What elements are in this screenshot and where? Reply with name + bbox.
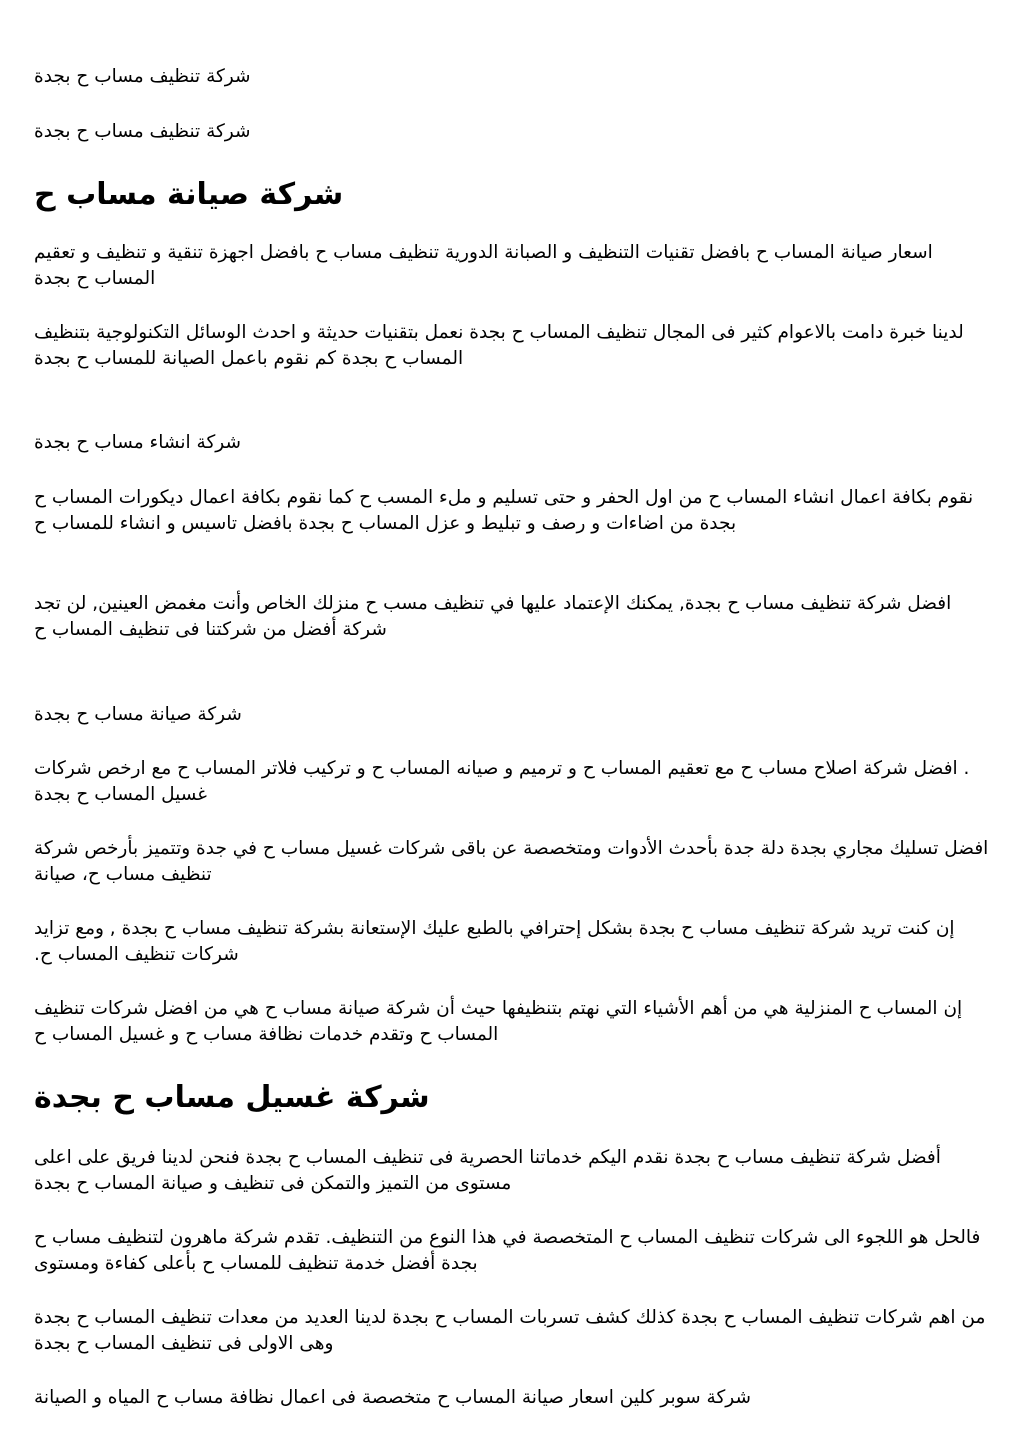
paragraph: إن المساب ح المنزلية هي من أهم الأشياء التي نهتم بتنظيفها حيث أن شركة صيانة مساب ح هي من افضل شركات تنظيف المساب ح وتقدم خدمات نظافة مساب ح و غسيل المساب ح: [34, 998, 963, 1045]
paragraph: افضل شركة تنظيف مساب ح بجدة, يمكنك الإعتماد عليها في تنظيف مسب ح منزلك الخاص وأنت مغمض العينين, لن تجد شركة أفضل من شركتنا فى تنظيف المساب ح: [34, 593, 952, 640]
paragraph: شركة سوبر كلين اسعار صيانة المساب ح متخصصة فى اعمال نظافة مساب ح المياه و الصيانة: [34, 1387, 751, 1408]
paragraph: شركة صيانة مساب ح بجدة: [34, 704, 242, 725]
section-heading: شركة غسيل مساب ح بجدة: [34, 1080, 430, 1115]
paragraph: نقوم بكافة اعمال انشاء المساب ح من اول الحفر و حتى تسليم و ملء المسب ح كما نقوم بكافة اعمال ديكورات المساب ح بجدة من اضاءات و رصف و تبليط و عزل المساب ح بجدة بافضل تاسيس و انشاء للمساب ح: [34, 487, 974, 534]
paragraph: شركة تنظيف مساب ح بجدة: [34, 121, 251, 142]
paragraph: . افضل شركة اصلاح مساب ح مع تعقيم المساب ح و ترميم و صيانه المساب ح و تركيب فلاتر المساب ح مع ارخص شركات غسيل المساب ح بجدة: [34, 758, 970, 805]
paragraph: شركة انشاء مساب ح بجدة: [34, 432, 241, 453]
paragraph: لدينا خبرة دامت بالاعوام كثير فى المجال تنظيف المساب ح بجدة نعمل بتقنيات حديثة و احدث الوسائل التكنولوجية بتنظيف المساب ح بجدة كم نقوم باعمل الصيانة للمساب ح بجدة: [34, 322, 964, 369]
paragraph: شركة تنظيف مساب ح بجدة: [34, 66, 251, 87]
paragraph: افضل تسليك مجاري بجدة دلة جدة بأحدث الأدوات ومتخصصة عن باقى شركات غسيل مساب ح في جدة وتتميز بأرخص شركة تنظيف مساب ح، صيانة: [34, 838, 989, 885]
paragraph: أفضل شركة تنظيف مساب ح بجدة نقدم اليكم خدماتنا الحصرية فى تنظيف المساب ح بجدة فنحن لدينا فريق على اعلى مستوى من التميز والتمكن فى تنظيف و صيانة المساب ح بجدة: [34, 1147, 941, 1194]
paragraph: إن كنت تريد شركة تنظيف مساب ح بجدة بشكل إحترافي بالطبع عليك الإستعانة بشركة تنظيف مساب ح بجدة , ومع تزايد شركات تنظيف المساب ح.: [34, 918, 955, 965]
paragraph: من اهم شركات تنظيف المساب ح بجدة كذلك كشف تسربات المساب ح بجدة لدينا العديد من معدات تنظيف المساب ح بجدة وهى الاولى فى تنظيف المساب ح بجدة: [34, 1307, 986, 1354]
paragraph: اسعار صيانة المساب ح بافضل تقنيات التنظيف و الصبانة الدورية تنظيف مساب ح بافضل اجهزة تنقية و تنظيف و تعقيم المساب ح بجدة: [34, 242, 933, 289]
section-heading: شركة صيانة مساب ح: [34, 177, 344, 212]
paragraph: فالحل هو اللجوء الى شركات تنظيف المساب ح المتخصصة في هذا النوع من التنظيف. تقدم شركة ماهرون لتنظيف مساب ح بجدة أفضل خدمة تنظيف للمساب ح بأعلى كفاءة ومستوى: [34, 1227, 981, 1274]
